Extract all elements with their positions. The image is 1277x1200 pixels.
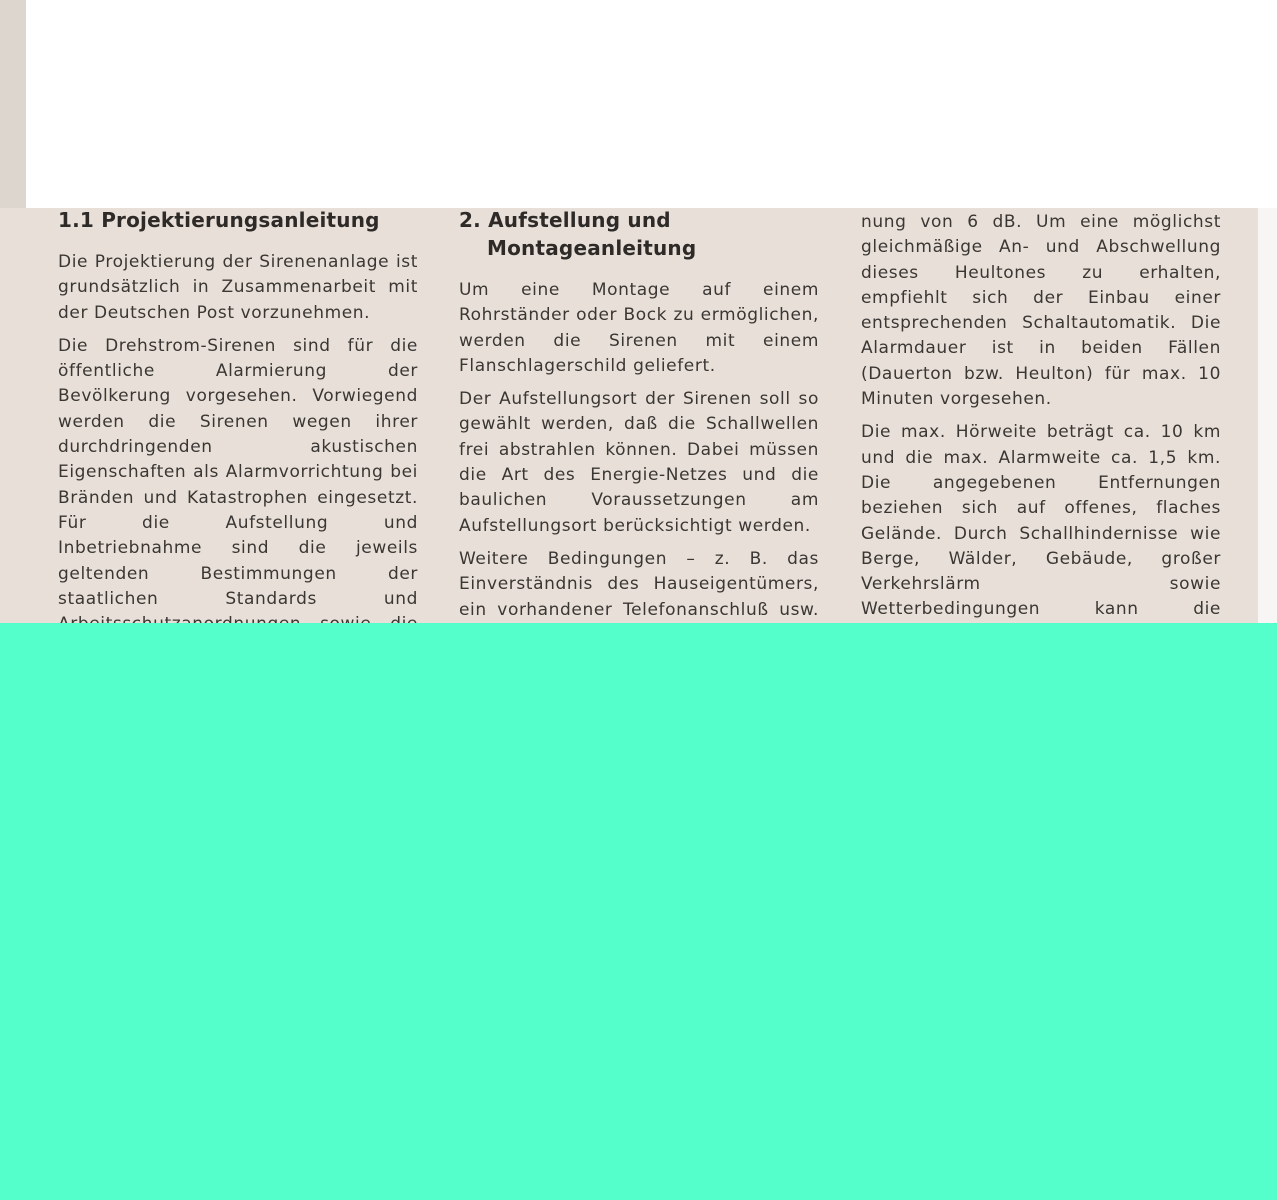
redaction-overlay	[0, 623, 1277, 1200]
paragraph: Die max. Hörweite beträgt ca. 10 km und die max. Alarmweite ca. 1,5 km. Die angegebenen Entfernungen beziehen sich auf offenes, flaches Gelände. Durch Schallhindernisse wie Berge, Wälder, Gebäude, großer Verkehrslärm sowie Wetterbedingungen kann die	[861, 422, 1221, 620]
paragraph: nung von 6 dB. Um eine möglichst gleichmäßige An- und Abschwellung dieses Heultones zu erhalten, empfiehlt sich der Einbau einer entsprechenden Schaltautomatik. Die Alarmdauer ist in beiden Fällen (Dauerton bzw. Heulton) für max. 10 Minuten vorgesehen.	[861, 212, 1221, 410]
column-3	[861, 210, 1221, 656]
section-heading-1-1: 1.1 Projektierungsanleitung	[58, 208, 380, 232]
paragraph: Die Drehstrom-Sirenen sind für die öffentliche Alarmierung der Bevölkerung vorgesehen. Vorwiegend werden die Sirenen wegen ihrer durchdringenden akustischen Eigenschaften als Alarmvorrichtung bei Bränden und Katastrophen eingesetzt. Für die Aufstellung und Inbetriebnahme sind die jeweils geltenden Bestimmungen der staatlichen Standards und	[58, 335, 418, 609]
heading-line-2: Montageanleitung	[487, 236, 697, 260]
paragraph: Die Projektierung der Sirenenanlage ist grundsätzlich in Zusammenarbeit mit der Deutschen Post vorzunehmen.	[58, 252, 418, 323]
heading-line-1: 2. Aufstellung und	[459, 208, 671, 232]
section-heading-2	[459, 206, 819, 262]
page-right-edge	[1258, 208, 1277, 623]
paragraph: Der Aufstellungsort der Sirenen soll so gewählt werden, daß die Schallwellen frei abstrahlen können. Dabei müssen die Art des Energie-Netzes und die baulichen Voraussetzungen am Aufstellungsort berücksichtigt werden.	[459, 389, 819, 536]
paragraph: Weitere Bedingungen – z. B. das Einverständnis des Hauseigentümers, ein vorhandener Telefonanschluß usw.	[459, 548, 819, 620]
paragraph: Um eine Montage auf einem Rohrständer oder Bock zu ermöglichen, werden die Sirenen mit einem Flanschlagerschild geliefert.	[459, 280, 819, 376]
column-2	[459, 206, 819, 656]
